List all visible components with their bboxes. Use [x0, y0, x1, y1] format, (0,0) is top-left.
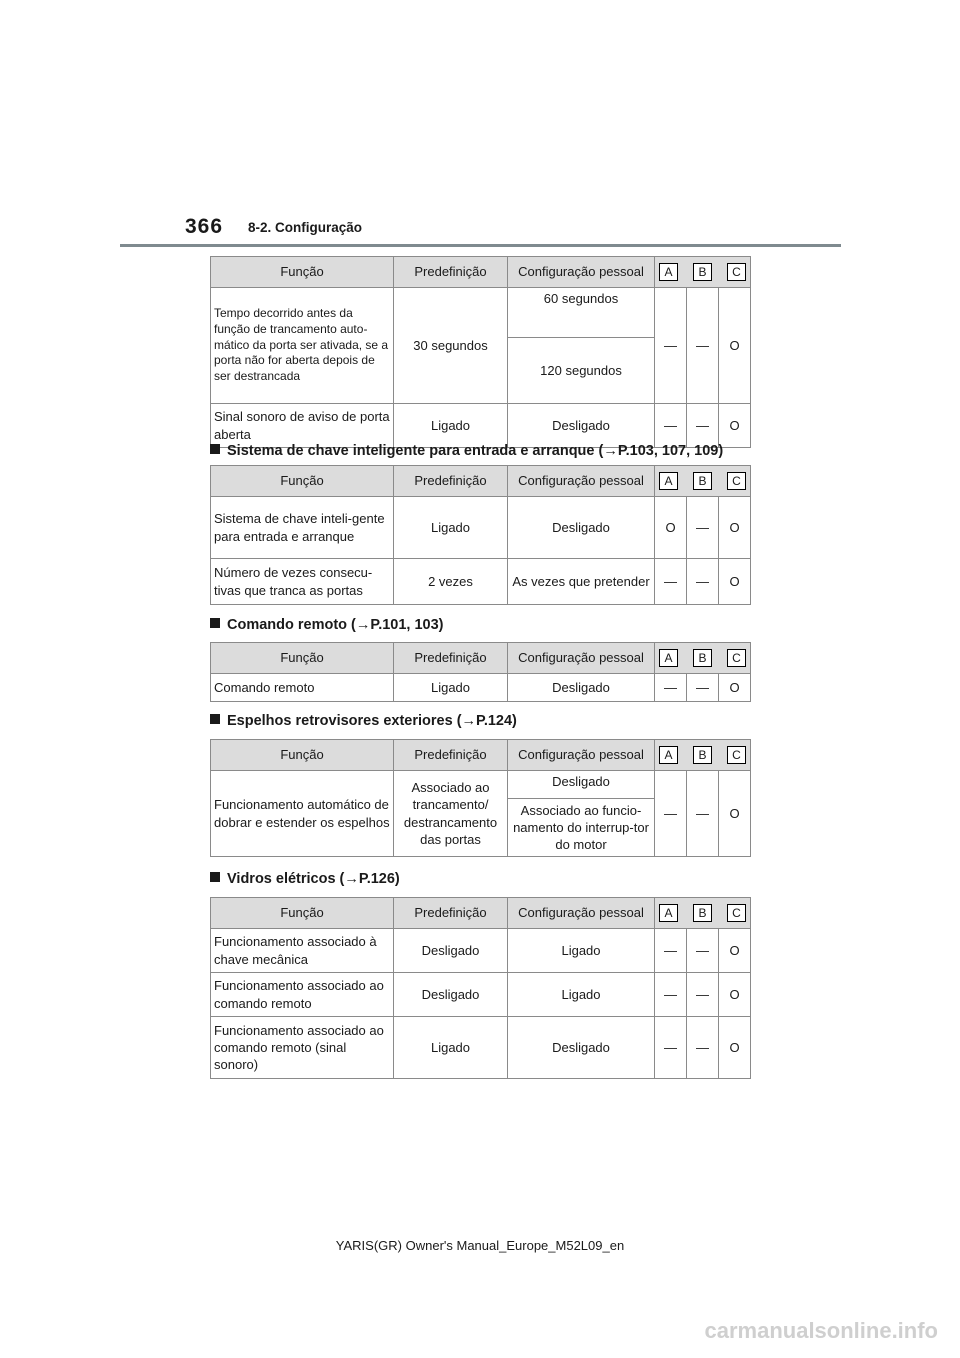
- cell-personal: Desligado: [508, 497, 655, 559]
- cell-c: O: [719, 497, 751, 559]
- cell-b: —: [687, 1017, 719, 1079]
- cell-personal: As vezes que pretender: [508, 559, 655, 605]
- header-function: Função: [211, 740, 394, 771]
- cell-function: Comando remoto: [211, 674, 394, 702]
- header-personal: Configuração pessoal: [508, 466, 655, 497]
- cell-c: O: [719, 771, 751, 857]
- subheading-smart-key: Sistema de chave inteligente para entrada e arranque (→P.103, 107, 109): [210, 443, 723, 459]
- cell-a: —: [655, 771, 687, 857]
- table-header-row: [211, 740, 751, 771]
- abc-box-b: B: [693, 263, 712, 281]
- cell-personal: Ligado: [508, 929, 655, 973]
- header-default: Predefinição: [394, 466, 508, 497]
- table-header-row: [211, 643, 751, 674]
- abc-box-c: C: [727, 472, 746, 490]
- abc-box-b: B: [693, 472, 712, 490]
- cell-a: —: [655, 559, 687, 605]
- cell-c: O: [719, 288, 751, 404]
- header-personal: Configuração pessoal: [508, 898, 655, 929]
- footer-text: YARIS(GR) Owner's Manual_Europe_M52L09_en: [335, 1238, 625, 1253]
- subheading-mirrors: Espelhos retrovisores exteriores (→P.124): [210, 713, 517, 729]
- page-number: 366: [185, 215, 224, 238]
- cell-option: Desligado: [508, 771, 655, 799]
- cell-b: —: [687, 929, 719, 973]
- header-default: Predefinição: [394, 257, 508, 288]
- header-abc: [655, 898, 751, 929]
- cell-b: —: [687, 288, 719, 404]
- header-personal: Configuração pessoal: [508, 740, 655, 771]
- header-function: Função: [211, 466, 394, 497]
- cell-c: O: [719, 1017, 751, 1079]
- abc-box-a: A: [659, 649, 678, 667]
- cell-a: —: [655, 288, 687, 404]
- settings-table-windows: [210, 897, 751, 1079]
- cell-c: O: [719, 559, 751, 605]
- cell-default: Desligado: [394, 929, 508, 973]
- settings-table-auto-lock: [210, 256, 751, 448]
- table-row: [211, 973, 751, 1017]
- header-abc: [655, 643, 751, 674]
- cell-default: Desligado: [394, 973, 508, 1017]
- header-abc: [655, 257, 751, 288]
- settings-table-smart-key: [210, 465, 751, 605]
- settings-table-remote: [210, 642, 751, 702]
- cell-personal: Desligado: [508, 404, 655, 448]
- header-personal: Configuração pessoal: [508, 257, 655, 288]
- abc-box-a: A: [659, 472, 678, 490]
- abc-box-c: C: [727, 263, 746, 281]
- cell-c: O: [719, 404, 751, 448]
- cell-b: —: [687, 559, 719, 605]
- header-function: Função: [211, 898, 394, 929]
- abc-box-a: A: [659, 904, 678, 922]
- cell-c: O: [719, 929, 751, 973]
- cell-a: —: [655, 1017, 687, 1079]
- cell-function: Tempo decorrido antes da função de trancamento auto-mático da porta ser ativada, se a porta não for aberta depois de ser destrancada: [211, 288, 394, 404]
- cell-function: Número de vezes consecu-tivas que tranca as portas: [211, 559, 394, 605]
- bullet-square-icon: [210, 714, 220, 724]
- cell-b: —: [687, 674, 719, 702]
- cell-default: Ligado: [394, 674, 508, 702]
- watermark: carmanualsonline.info: [704, 1318, 938, 1343]
- section-title: 8-2. Configuração: [248, 220, 363, 235]
- cell-function: Sinal sonoro de aviso de porta aberta: [211, 404, 394, 448]
- cell-default: 30 segundos: [394, 288, 508, 404]
- cell-default: Associado ao trancamento/ destrancamento das portas: [394, 771, 508, 857]
- abc-box-b: B: [693, 746, 712, 764]
- cell-function: Funcionamento associado ao comando remoto: [211, 973, 394, 1017]
- abc-box-c: C: [727, 746, 746, 764]
- settings-table-mirrors: [210, 739, 751, 857]
- header-rule: [120, 244, 841, 247]
- table-row: [211, 674, 751, 702]
- table-row: [211, 1017, 751, 1079]
- cell-option: Associado ao funcio-namento do interrup-tor do motor: [508, 799, 655, 857]
- subheading-remote: Comando remoto (→P.101, 103): [210, 617, 444, 633]
- cell-a: —: [655, 674, 687, 702]
- header-personal: Configuração pessoal: [508, 643, 655, 674]
- abc-box-a: A: [659, 746, 678, 764]
- cell-personal: Desligado: [508, 674, 655, 702]
- cell-default: Ligado: [394, 497, 508, 559]
- table-header-row: [211, 898, 751, 929]
- abc-box-b: B: [693, 649, 712, 667]
- header-default: Predefinição: [394, 898, 508, 929]
- cell-default: Ligado: [394, 404, 508, 448]
- cell-a: —: [655, 973, 687, 1017]
- abc-box-c: C: [727, 649, 746, 667]
- table-header-row: [211, 257, 751, 288]
- cell-b: —: [687, 771, 719, 857]
- cell-personal: Desligado: [508, 1017, 655, 1079]
- header-abc: [655, 740, 751, 771]
- table-row: [211, 288, 751, 338]
- cell-function: Funcionamento associado à chave mecânica: [211, 929, 394, 973]
- header-abc: [655, 466, 751, 497]
- cell-b: —: [687, 404, 719, 448]
- table-row: [211, 404, 751, 448]
- bullet-square-icon: [210, 872, 220, 882]
- cell-function: Sistema de chave inteli-gente para entrada e arranque: [211, 497, 394, 559]
- cell-c: O: [719, 973, 751, 1017]
- cell-c: O: [719, 674, 751, 702]
- cell-personal: Ligado: [508, 973, 655, 1017]
- cell-a: O: [655, 497, 687, 559]
- abc-box-b: B: [693, 904, 712, 922]
- header-default: Predefinição: [394, 643, 508, 674]
- abc-box-a: A: [659, 263, 678, 281]
- table-row: [211, 929, 751, 973]
- cell-b: —: [687, 497, 719, 559]
- cell-option: 120 segundos: [508, 338, 655, 404]
- bullet-square-icon: [210, 444, 220, 454]
- table-row: [211, 497, 751, 559]
- table-header-row: [211, 466, 751, 497]
- cell-function: Funcionamento automático de dobrar e estender os espelhos: [211, 771, 394, 857]
- cell-b: —: [687, 973, 719, 1017]
- cell-a: —: [655, 404, 687, 448]
- cell-option: 60 segundos: [508, 288, 655, 338]
- header-function: Função: [211, 643, 394, 674]
- bullet-square-icon: [210, 618, 220, 628]
- cell-default: Ligado: [394, 1017, 508, 1079]
- cell-function: Funcionamento associado ao comando remoto (sinal sonoro): [211, 1017, 394, 1079]
- table-row: [211, 559, 751, 605]
- cell-a: —: [655, 929, 687, 973]
- abc-box-c: C: [727, 904, 746, 922]
- cell-default: 2 vezes: [394, 559, 508, 605]
- subheading-windows: Vidros elétricos (→P.126): [210, 871, 400, 887]
- table-row: [211, 771, 751, 799]
- header-function: Função: [211, 257, 394, 288]
- header-default: Predefinição: [394, 740, 508, 771]
